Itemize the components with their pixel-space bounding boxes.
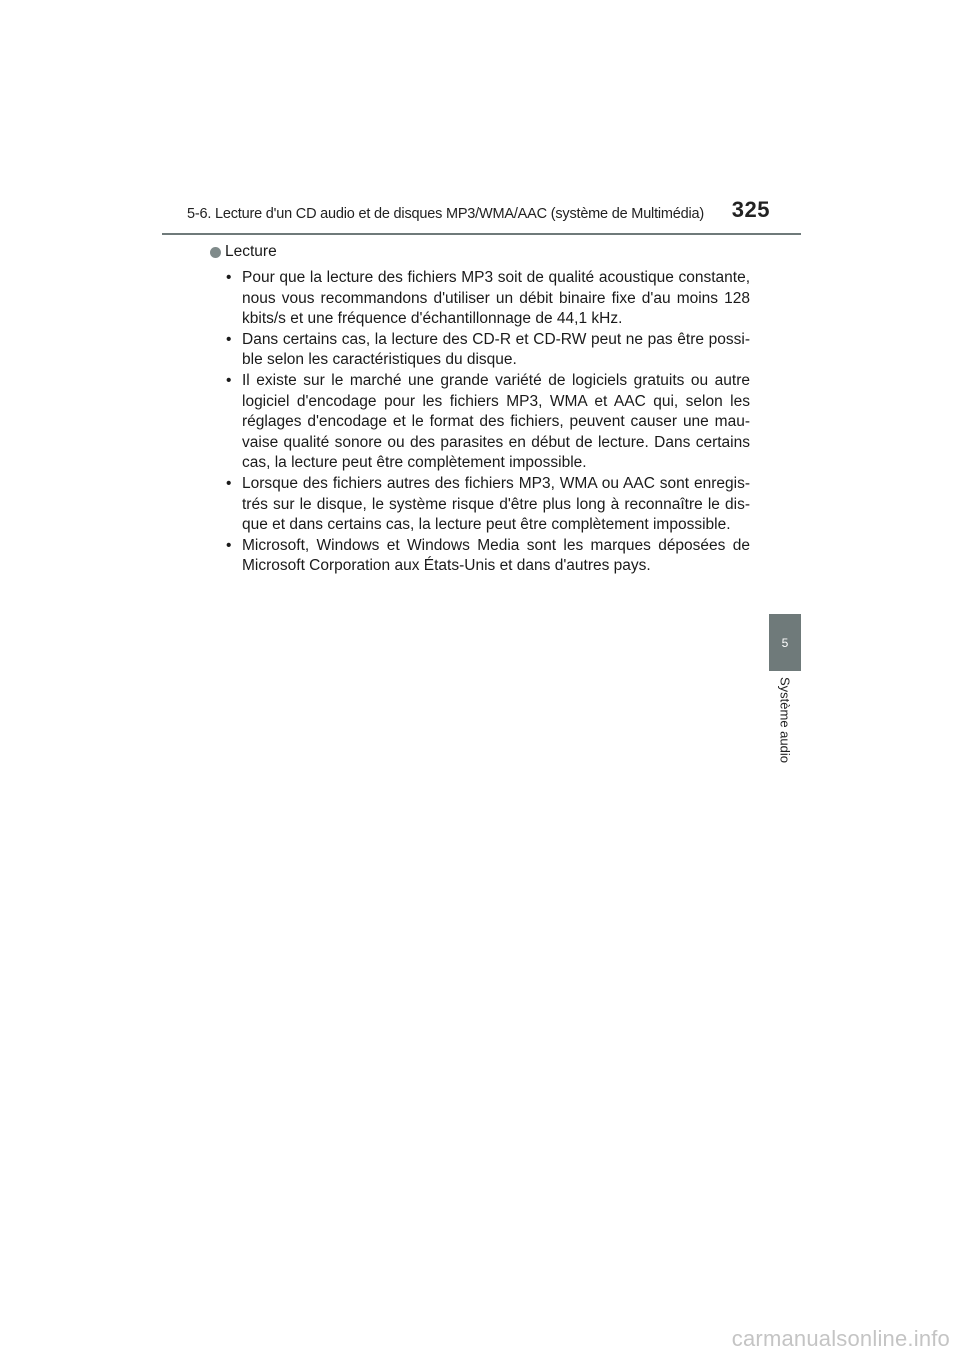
list-item-text: Lorsque des fichiers autres des fichiers MP3, WMA ou AAC sont enregis-trés sur le disque, le système risque d'être plus long à reconnaître le dis-que et dans certains cas, la lecture peut être complètement impossible. <box>242 474 750 534</box>
list-item <box>210 330 750 371</box>
section-heading <box>210 240 750 264</box>
bullet-marker-icon: • <box>226 330 232 348</box>
bullet-list <box>210 268 750 577</box>
chapter-tab <box>769 614 801 671</box>
bullet-marker-icon: • <box>226 269 232 286</box>
section-heading-label: Lecture <box>225 243 277 260</box>
list-item-text: Pour que la lecture des fichiers MP3 soit de qualité acoustique constante, nous vous recommandons d'utiliser un débit binaire fixe d'au moins 128 kbits/s et une fréquence d'échantillonnage de 44,1 kHz. <box>242 269 750 328</box>
page-number: 325 <box>731 197 770 222</box>
header-title: 5-6. Lecture d'un CD audio et de disques MP3/WMA/AAC (système de Multimédia) <box>187 206 705 222</box>
chapter-number: 5 <box>781 635 789 650</box>
list-item-text: Dans certains cas, la lecture des CD-R et CD-RW peut ne pas être possi-ble selon les caractéristiques du disque. <box>242 330 750 369</box>
list-item <box>210 268 750 330</box>
bullet-marker-icon: • <box>226 474 232 492</box>
list-item-text: Microsoft, Windows et Windows Media sont les marques déposées de Microsoft Corporation aux États-Unis et dans d'autres pays. <box>242 536 750 575</box>
bullet-marker-icon: • <box>226 371 232 389</box>
list-item <box>210 371 750 474</box>
bullet-circle-icon <box>210 247 221 258</box>
section-lecture <box>210 240 750 577</box>
bullet-marker-icon: • <box>226 536 232 554</box>
watermark: carmanualsonline.info <box>731 1326 950 1351</box>
header-rule <box>162 233 801 235</box>
list-item <box>210 474 750 536</box>
list-item <box>210 536 750 577</box>
list-item-text: Il existe sur le marché une grande variété de logiciels gratuits ou autre logiciel d'encodage pour les fichiers MP3, WMA et AAC qui, selon les réglages d'encodage et le format des fichiers, peuvent causer une mau-vaise qualité sonore ou des parasites en début de lecture. Dans certains cas, la lecture peut être complètement impossible. <box>242 371 750 472</box>
chapter-label: Système audio <box>777 677 793 763</box>
